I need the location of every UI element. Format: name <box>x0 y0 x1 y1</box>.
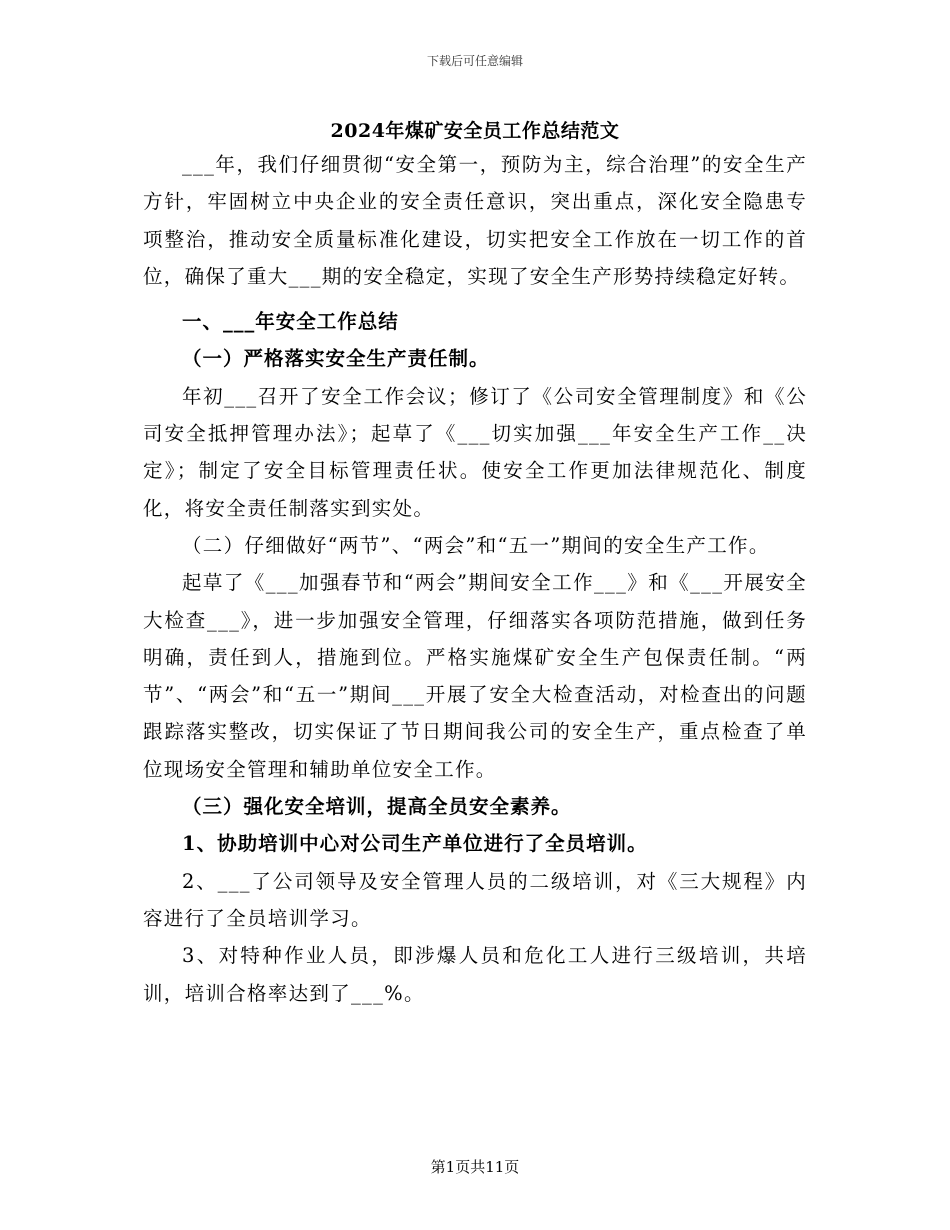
page-header-note: 下载后可任意编辑 <box>426 54 523 68</box>
section-heading-1: 一、___年安全工作总结 <box>182 310 399 334</box>
document-title: 2024年煤矿安全员工作总结范文 <box>330 120 620 142</box>
page-number: 第1页共11页 <box>430 1158 520 1176</box>
subsection-heading-2: （二）仔细做好“两节”、“两会”和“五一”期间的安全生产工作。 <box>182 533 770 557</box>
document-body <box>143 146 807 1012</box>
subsection-heading-3: （三）强化安全培训，提高全员安全素养。 <box>182 795 572 819</box>
training-item-3: 3、对特种作业人员，即涉爆人员和危化工人进行三级培训，共培训，培训合格率达到了___%。 <box>143 944 807 1005</box>
paragraph-holiday-safety: 起草了《___加强春节和“两会”期间安全工作___》和《___开展安全大检查___》，进一步加强安全管理，仔细落实各项防范措施，做到任务明确，责任到人，措施到位。严格实施煤矿安全生产包保责任制。“两节”、“两会”和“五一”期间___开展了安全大检查活动，对检查出的问题跟踪落实整改，切实保证了节日期间我公司的安全生产，重点检查了单位现场安全管理和辅助单位安全工作。 <box>143 571 807 781</box>
subsection-heading-1: （一）严格落实安全生产责任制。 <box>182 347 490 371</box>
training-item-2: 2、___了公司领导及安全管理人员的二级培训，对《三大规程》内容进行了全员培训学习。 <box>143 869 807 930</box>
intro-paragraph: ___年，我们仔细贯彻“安全第一，预防为主，综合治理”的安全生产方针，牢固树立中央企业的安全责任意识，突出重点，深化安全隐患专项整治，推动安全质量标准化建设，切实把安全工作放在一切工作的首位，确保了重大___期的安全稳定，实现了安全生产形势持续稳定好转。 <box>143 153 807 288</box>
paragraph-responsibility: 年初___召开了安全工作会议；修订了《公司安全管理制度》和《公司安全抵押管理办法》；起草了《___切实加强___年安全生产工作__决定》；制定了安全目标管理责任状。使安全工作更加法律规范化、制度化，将安全责任制落实到实处。 <box>143 384 807 520</box>
training-item-1: 1、协助培训中心对公司生产单位进行了全员培训。 <box>182 832 648 856</box>
